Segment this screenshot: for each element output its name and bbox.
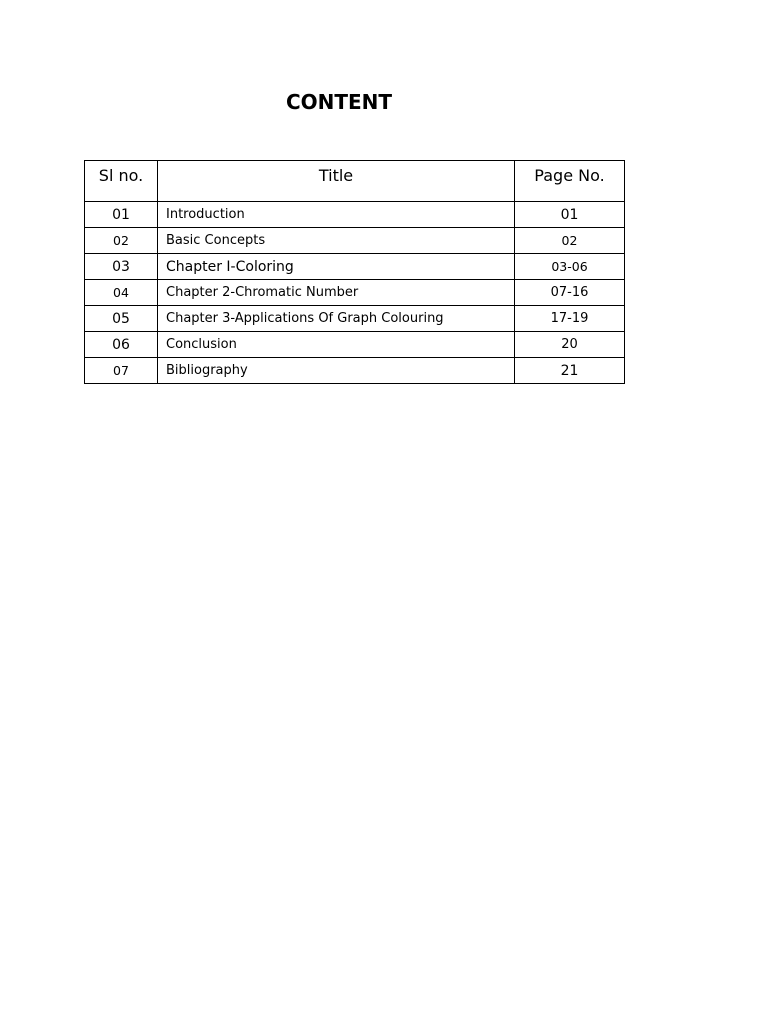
page-title: CONTENT	[285, 90, 393, 114]
table-row	[85, 228, 625, 254]
table-row	[85, 306, 625, 332]
table-row	[85, 358, 625, 384]
row-title: Basic Concepts	[158, 228, 515, 254]
row-title: Chapter 2-Chromatic Number	[158, 280, 515, 306]
table-row	[85, 332, 625, 358]
row-title: Chapter I-Coloring	[158, 254, 515, 280]
header-sl-no: Sl no.	[85, 161, 158, 202]
row-title: Introduction	[158, 202, 515, 228]
row-title: Conclusion	[158, 332, 515, 358]
row-sl-no: 06	[85, 332, 158, 358]
row-page-no: 17-19	[515, 306, 625, 332]
row-sl-no: 04	[85, 280, 158, 306]
row-page-no: 07-16	[515, 280, 625, 306]
table-body	[85, 202, 625, 384]
table-header	[85, 161, 625, 202]
row-sl-no: 05	[85, 306, 158, 332]
row-title: Chapter 3-Applications Of Graph Colouring	[158, 306, 515, 332]
table-row	[85, 280, 625, 306]
row-page-no: 21	[515, 358, 625, 384]
row-page-no: 03-06	[515, 254, 625, 280]
header-page-no: Page No.	[515, 161, 625, 202]
row-sl-no: 01	[85, 202, 158, 228]
row-title: Bibliography	[158, 358, 515, 384]
contents-table	[84, 160, 625, 384]
table-row	[85, 254, 625, 280]
row-sl-no: 07	[85, 358, 158, 384]
header-title: Title	[158, 161, 515, 202]
table-row	[85, 202, 625, 228]
row-page-no: 01	[515, 202, 625, 228]
row-page-no: 20	[515, 332, 625, 358]
header-row	[85, 161, 625, 202]
row-sl-no: 03	[85, 254, 158, 280]
row-sl-no: 02	[85, 228, 158, 254]
row-page-no: 02	[515, 228, 625, 254]
